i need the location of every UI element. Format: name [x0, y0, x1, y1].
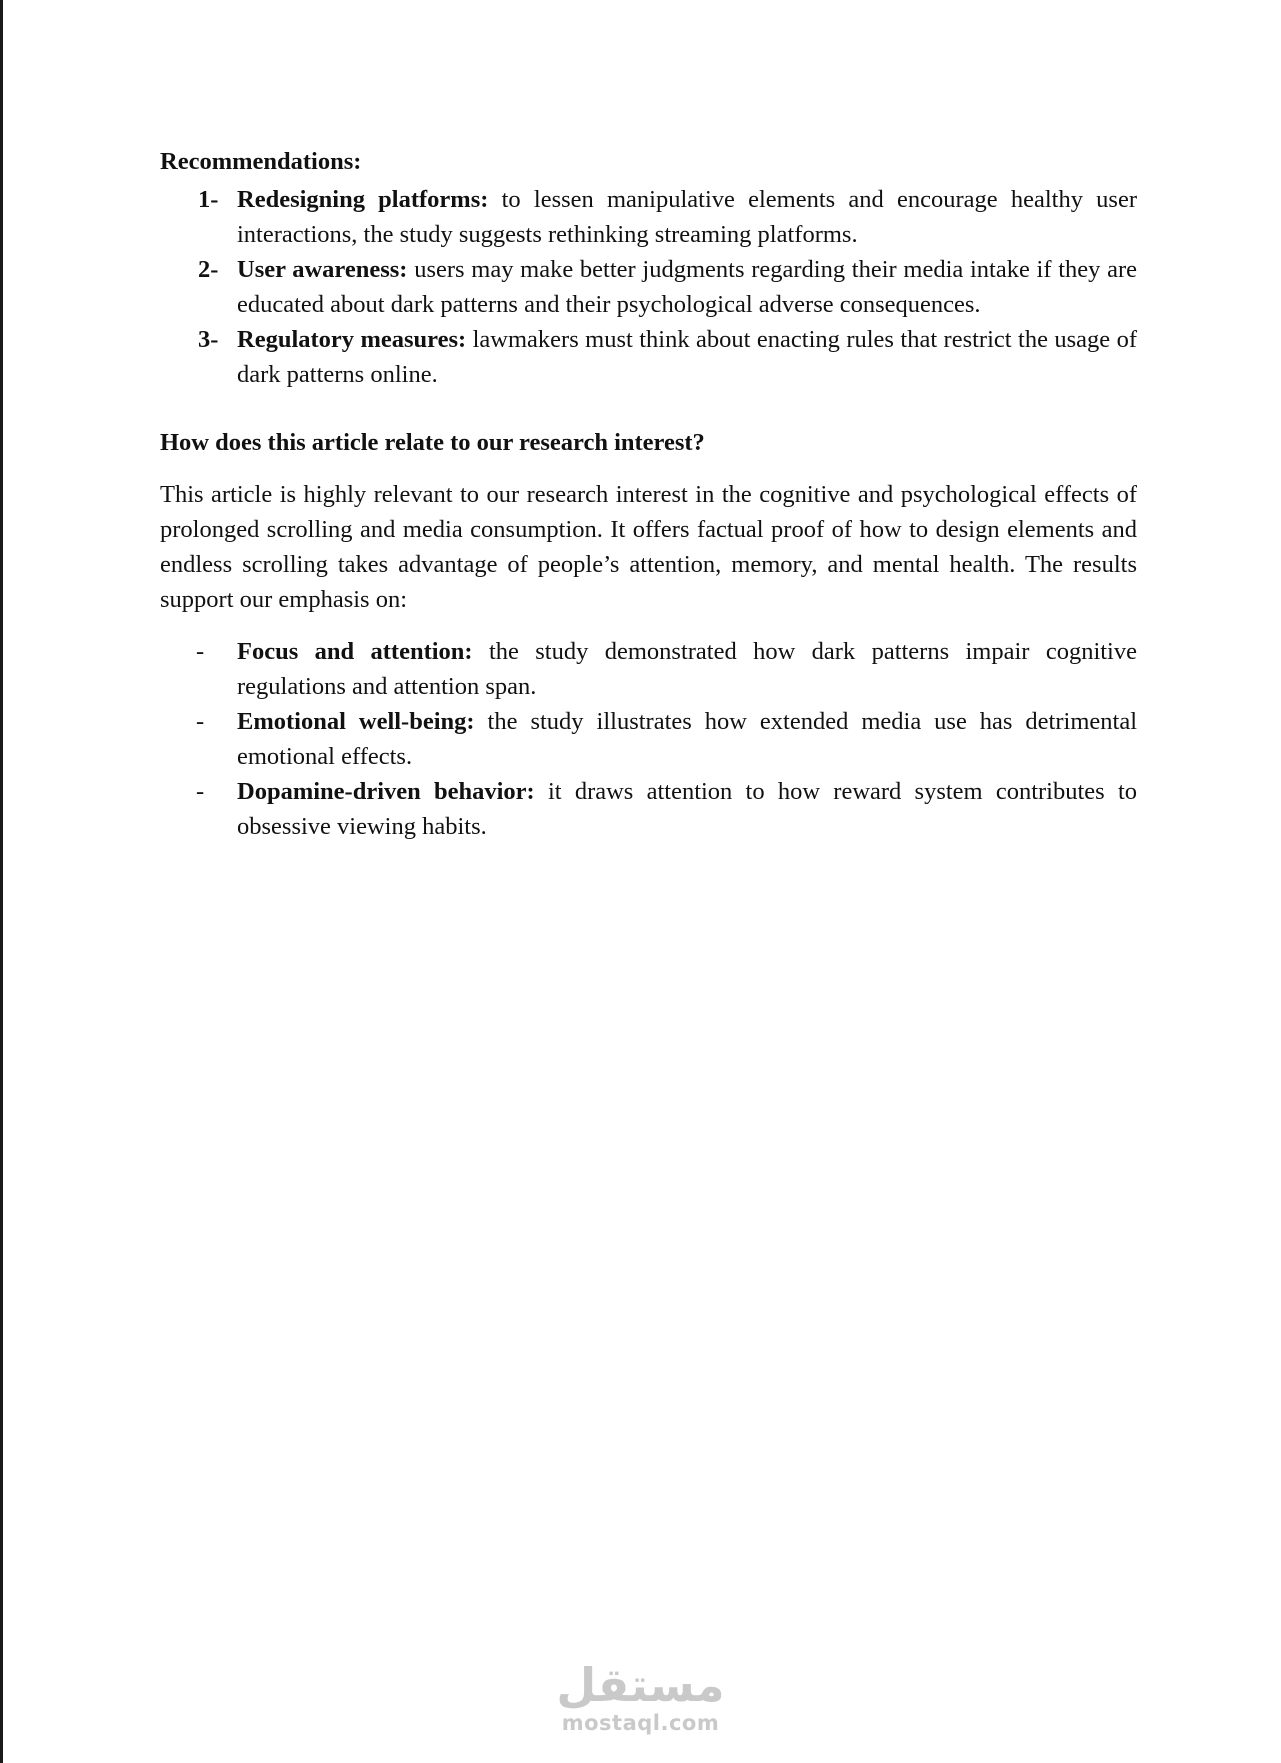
emphasis-item — [160, 774, 1137, 844]
item-text: lawmakers must think about enacting rules that restrict the usage of dark patterns online. — [237, 326, 1138, 388]
bullet-dash: - — [196, 708, 205, 735]
item-title: Dopamine-driven behavior: — [237, 778, 535, 805]
watermark-arabic: مستقل — [556, 1658, 725, 1712]
emphasis-item — [160, 634, 1137, 704]
item-number: 3- — [198, 326, 219, 353]
document-page — [160, 144, 1137, 844]
watermark-latin: mostaql.com — [561, 1711, 720, 1735]
recommendations-heading: Recommendations: — [160, 148, 362, 175]
item-number: 1- — [198, 186, 219, 213]
item-text: the study demonstrated how dark patterns impair cognitive regulations and attention span. — [237, 638, 1137, 700]
relation-paragraph: This article is highly relevant to our research interest in the cognitive and psychological effects of prolonged scrolling and media consumption. It offers factual proof of how to design elements and endless scrolling takes advantage of people’s attention, memory, and mental health. The results support our emphasis on: — [160, 481, 1137, 613]
recommendation-item — [160, 252, 1137, 322]
recommendation-item — [160, 182, 1137, 252]
section-spacer — [160, 392, 1137, 425]
emphasis-item — [160, 704, 1137, 774]
page-left-edge — [0, 0, 3, 1763]
item-title: Emotional well-being: — [237, 708, 475, 735]
item-text: users may make better judgments regarding their media intake if they are educated about dark patterns and their psychological adverse consequences. — [237, 256, 1138, 318]
recommendations-list — [160, 182, 1137, 392]
item-text: to lessen manipulative elements and encourage healthy user interactions, the study suggests rethinking streaming platforms. — [237, 186, 1137, 248]
recommendation-item — [160, 322, 1137, 392]
emphasis-list — [160, 634, 1137, 844]
bullet-dash: - — [196, 778, 205, 805]
item-number: 2- — [198, 256, 219, 283]
item-text: the study illustrates how extended media use has detrimental emotional effects. — [237, 708, 1137, 770]
item-title: Regulatory measures: — [237, 326, 467, 353]
item-text: it draws attention to how reward system contributes to obsessive viewing habits. — [237, 778, 1138, 840]
mostaql-watermark — [0, 1660, 1281, 1736]
item-title: Redesigning platforms: — [237, 186, 489, 213]
item-title: Focus and attention: — [237, 638, 473, 665]
bullet-dash: - — [196, 638, 205, 665]
relation-heading: How does this article relate to our research interest? — [160, 429, 705, 456]
item-title: User awareness: — [237, 256, 408, 283]
